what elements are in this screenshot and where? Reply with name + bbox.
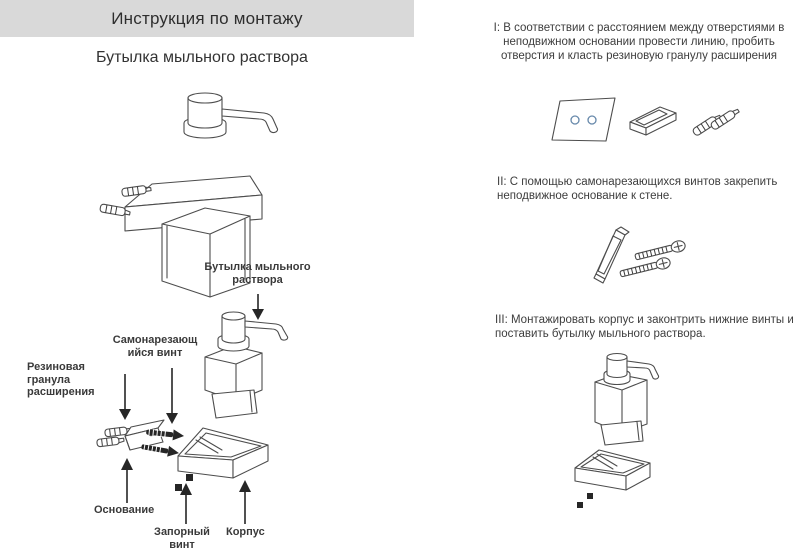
step-1-diagram xyxy=(545,92,755,170)
label-lock-screw: Запорный винт xyxy=(154,526,210,551)
assembled-dispenser-drawing xyxy=(92,85,292,257)
step-2-diagram xyxy=(585,222,705,292)
label-housing: Корпус xyxy=(226,526,265,538)
exploded-diagram xyxy=(20,290,330,540)
step-2-text: II: С помощью самонарезающихся винтов закрепить неподвижное основание к стене. xyxy=(497,176,778,202)
label-base: Основание xyxy=(94,504,155,516)
label-self-tapping-screw: Самонарезающийся винт xyxy=(112,334,198,359)
label-rubber-expansion-plug: Резиновая гранула расширения xyxy=(27,361,95,398)
page-title: Инструкция по монтажу xyxy=(111,8,303,28)
product-subtitle: Бутылка мыльного раствора xyxy=(96,49,308,66)
step-3-diagram xyxy=(565,350,675,515)
label-soap-bottle: Бутылка мыльного раствора xyxy=(204,261,311,286)
step-3-text: III: Монтажировать корпус и законтрить нижние винты и поставить бутылку мыльного раствора. xyxy=(495,314,794,340)
title-banner xyxy=(0,0,414,37)
step-1-text: I: В соответствии с расстоянием между отверстиями в неподвижном основании провести линию, пробить отверстия и класть резиновую гранулу расширения xyxy=(493,22,785,62)
